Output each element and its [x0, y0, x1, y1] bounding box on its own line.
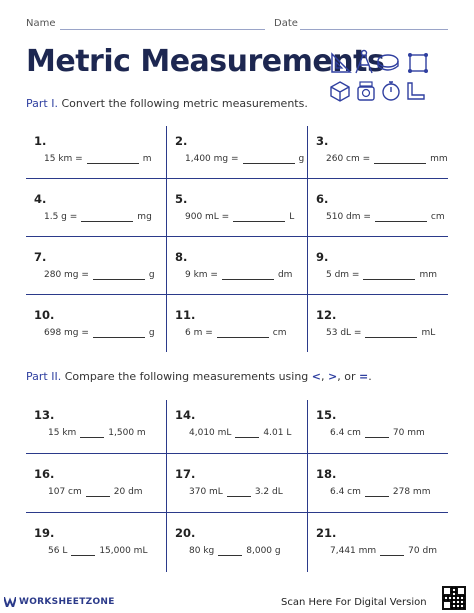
problem-cell — [26, 294, 164, 352]
problem-cell — [26, 120, 164, 178]
right-quantity: 20 dm — [113, 487, 143, 497]
separator: , — [321, 370, 325, 383]
problem-number: 16. — [34, 467, 55, 481]
problem-number: 14. — [175, 408, 196, 422]
answer-blank[interactable] — [375, 212, 427, 222]
target-unit: m — [142, 154, 152, 164]
right-quantity: 1,500 m — [108, 428, 146, 438]
problem-number: 9. — [316, 250, 329, 264]
problem-number: 13. — [34, 408, 55, 422]
problem-cell — [308, 512, 446, 570]
given-quantity: 280 mg = — [44, 270, 89, 280]
answer-blank[interactable] — [222, 270, 274, 280]
comparison-blank[interactable] — [365, 487, 389, 497]
left-quantity: 4,010 mL — [189, 428, 232, 438]
given-quantity: 6 m = — [185, 328, 213, 338]
comparison-blank[interactable] — [71, 546, 95, 556]
given-quantity: 53 dL = — [326, 328, 362, 338]
date-label: Date — [274, 18, 298, 29]
problem-cell — [26, 453, 164, 511]
answer-blank[interactable] — [363, 270, 415, 280]
equals-symbol: = — [358, 370, 369, 383]
problem-number: 21. — [316, 526, 337, 540]
comparison-expression — [189, 487, 283, 497]
right-quantity: 70 dm — [408, 546, 437, 556]
target-unit: L — [289, 212, 295, 222]
given-quantity: 1,400 mg = — [185, 154, 239, 164]
right-quantity: 70 mm — [392, 428, 425, 438]
problem-cell — [26, 512, 164, 570]
problem-cell — [167, 453, 305, 511]
given-quantity: 698 mg = — [44, 328, 89, 338]
target-unit: g — [148, 328, 155, 338]
part2-text: Compare the following measurements using — [64, 370, 309, 383]
part2-label: Part II. — [26, 370, 62, 383]
conversion-expression — [44, 212, 152, 222]
conversion-expression — [185, 212, 294, 222]
less-than-symbol: < — [311, 370, 321, 383]
comparison-blank[interactable] — [80, 428, 104, 438]
target-unit: g — [298, 154, 305, 164]
answer-blank[interactable] — [233, 212, 285, 222]
part1-text: Convert the following metric measurements. — [61, 97, 308, 110]
comparison-blank[interactable] — [227, 487, 251, 497]
comparison-expression — [48, 487, 143, 497]
comparison-expression — [330, 487, 430, 497]
compass-icon — [353, 49, 375, 75]
answer-blank[interactable] — [243, 154, 295, 164]
left-quantity: 6.4 cm — [330, 487, 361, 497]
problem-number: 15. — [316, 408, 337, 422]
conversion-expression — [326, 328, 435, 338]
problem-number: 10. — [34, 308, 55, 322]
left-quantity: 56 L — [48, 546, 68, 556]
part1-label: Part I. — [26, 97, 58, 110]
target-unit: mm — [419, 270, 438, 280]
problem-cell — [26, 236, 164, 294]
given-quantity: 260 cm = — [326, 154, 371, 164]
problem-cell — [308, 236, 446, 294]
problem-number: 19. — [34, 526, 55, 540]
answer-blank[interactable] — [81, 212, 133, 222]
scan-text: Scan Here For Digital Version — [281, 597, 427, 608]
right-quantity: 278 mm — [392, 487, 431, 497]
answer-blank[interactable] — [217, 328, 269, 338]
problem-cell — [308, 178, 446, 236]
problem-number: 5. — [175, 192, 188, 206]
problem-number: 12. — [316, 308, 337, 322]
left-quantity: 107 cm — [48, 487, 82, 497]
problem-cell — [167, 512, 305, 570]
given-quantity: 9 km = — [185, 270, 218, 280]
problem-number: 20. — [175, 526, 196, 540]
scale-icon — [355, 80, 377, 102]
left-quantity: 80 kg — [189, 546, 215, 556]
target-unit: g — [148, 270, 155, 280]
right-quantity: 15,000 mL — [99, 546, 148, 556]
brand-name: WORKSHEETZONE — [19, 597, 115, 607]
separator: . — [368, 370, 372, 383]
given-quantity: 900 mL = — [185, 212, 230, 222]
problem-cell — [167, 236, 305, 294]
right-quantity: 4.01 L — [263, 428, 292, 438]
qr-code-icon[interactable] — [442, 586, 466, 610]
square-ruler-icon — [405, 80, 427, 102]
problem-number: 8. — [175, 250, 188, 264]
comparison-expression — [330, 546, 437, 556]
problem-number: 6. — [316, 192, 329, 206]
target-unit: cm — [430, 212, 445, 222]
conversion-expression — [185, 154, 304, 164]
answer-blank[interactable] — [87, 154, 139, 164]
part2-grid — [26, 394, 448, 572]
left-quantity: 6.4 cm — [330, 428, 361, 438]
conversion-expression — [326, 270, 437, 280]
problem-cell — [308, 453, 446, 511]
date-field[interactable] — [300, 29, 448, 30]
problem-number: 17. — [175, 467, 196, 481]
problem-cell — [167, 394, 305, 452]
comparison-blank[interactable] — [365, 428, 389, 438]
answer-blank[interactable] — [93, 270, 145, 280]
given-quantity: 15 km = — [44, 154, 83, 164]
conversion-expression — [326, 212, 445, 222]
left-quantity: 15 km — [48, 428, 77, 438]
cube-icon — [329, 80, 351, 102]
conversion-expression — [185, 328, 286, 338]
problem-number: 18. — [316, 467, 337, 481]
triangle-ruler-icon — [329, 51, 353, 75]
comparison-blank[interactable] — [218, 546, 242, 556]
problem-number: 7. — [34, 250, 47, 264]
conversion-expression — [185, 270, 292, 280]
problem-cell — [167, 178, 305, 236]
problem-cell — [26, 394, 164, 452]
problem-number: 11. — [175, 308, 196, 322]
comparison-expression — [48, 428, 146, 438]
comparison-expression — [189, 428, 291, 438]
given-quantity: 510 dm = — [326, 212, 371, 222]
part2-instructions — [26, 370, 372, 383]
problem-number: 2. — [175, 134, 188, 148]
conversion-expression — [44, 328, 155, 338]
brand-logo — [4, 597, 115, 607]
problem-cell — [308, 294, 446, 352]
conversion-expression — [44, 154, 151, 164]
stopwatch-icon — [380, 80, 402, 102]
answer-blank[interactable] — [93, 328, 145, 338]
tape-measure-icon — [376, 52, 402, 74]
square-frame-icon — [406, 51, 430, 75]
problem-number: 3. — [316, 134, 329, 148]
worksheetzone-logo-icon — [4, 597, 16, 607]
problem-cell — [167, 120, 305, 178]
problem-cell — [26, 178, 164, 236]
answer-blank[interactable] — [374, 154, 426, 164]
problem-number: 1. — [34, 134, 47, 148]
conversion-expression — [44, 270, 155, 280]
part1-instructions — [26, 97, 308, 110]
greater-than-symbol: > — [328, 370, 338, 383]
comparison-expression — [330, 428, 425, 438]
comparison-blank[interactable] — [86, 487, 110, 497]
problem-cell — [308, 120, 446, 178]
comparison-expression — [48, 546, 147, 556]
target-unit: cm — [272, 328, 287, 338]
comparison-blank[interactable] — [380, 546, 404, 556]
separator: , or — [337, 370, 356, 383]
problem-number: 4. — [34, 192, 47, 206]
left-quantity: 370 mL — [189, 487, 223, 497]
problem-cell — [167, 294, 305, 352]
left-quantity: 7,441 mm — [330, 546, 377, 556]
right-quantity: 8,000 g — [246, 546, 281, 556]
given-quantity: 1.5 g = — [44, 212, 78, 222]
target-unit: dm — [277, 270, 293, 280]
part1-grid — [26, 120, 448, 352]
right-quantity: 3.2 dL — [254, 487, 283, 497]
page-title: Metric Measurements — [26, 44, 385, 79]
answer-blank[interactable] — [365, 328, 417, 338]
target-unit: mm — [430, 154, 448, 164]
name-field[interactable] — [60, 29, 265, 30]
given-quantity: 5 dm = — [326, 270, 360, 280]
target-unit: mL — [421, 328, 436, 338]
problem-cell — [308, 394, 446, 452]
comparison-expression — [189, 546, 281, 556]
conversion-expression — [326, 154, 448, 164]
name-label: Name — [26, 18, 56, 29]
target-unit: mg — [137, 212, 152, 222]
comparison-blank[interactable] — [235, 428, 259, 438]
